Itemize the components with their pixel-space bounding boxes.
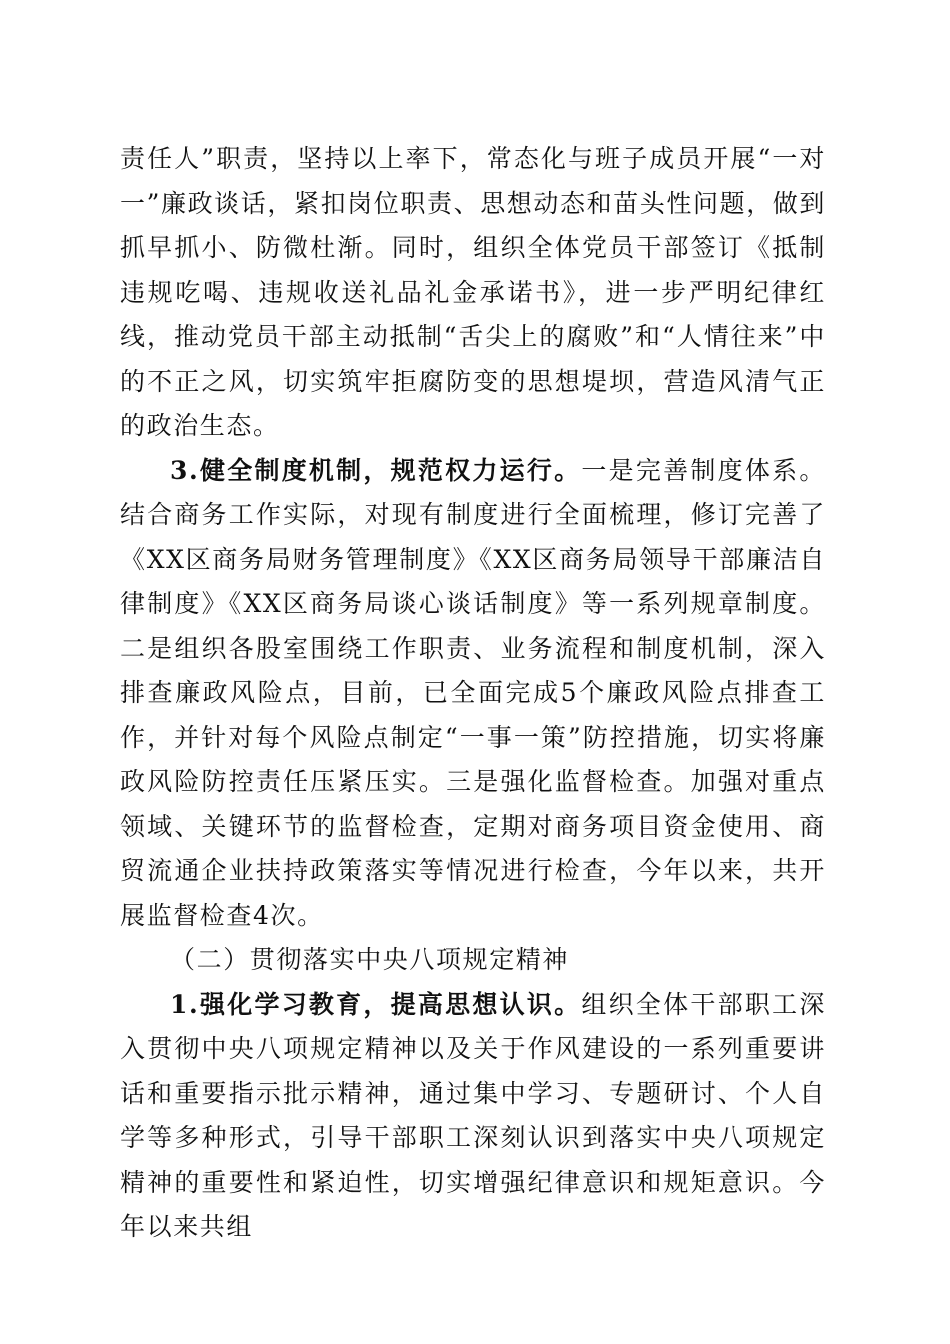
paragraph-2 bbox=[120, 449, 826, 939]
paragraph-3 bbox=[120, 983, 826, 1250]
paragraph-1: 责任人”职责，坚持以上率下，常态化与班子成员开展“一对一”廉政谈话，紧扣岗位职责、思想动态和苗头性问题，做到抓早抓小、防微杜渐。同时，组织全体党员干部签订《抵制违规吃喝、违规收送礼品礼金承诺书》，进一步严明纪律红线，推动党员干部主动抵制“舌尖上的腐败”和“人情往来”中的不正之风，切实筑牢拒腐防变的思想堤坝，营造风清气正的政治生态。 bbox=[120, 144, 826, 440]
paragraph-3-heading: 1.强化学习教育，提高思想认识。 bbox=[170, 989, 582, 1019]
section-heading: （二）贯彻落实中央八项规定精神 bbox=[170, 945, 570, 974]
paragraph-2-body: 一是完善制度体系。结合商务工作实际，对现有制度进行全面梳理，修订完善了《XX区商务局财务管理制度》《XX区商务局领导干部廉洁自律制度》《XX区商务局谈心谈话制度》等一系列规章制度。二是组织各股室围绕工作职责、业务流程和制度机制，深入排查廉政风险点，目前，已全面完成5个廉政风险点排查工作，并针对每个风险点制定“一事一策”防控措施，切实将廉政风险防控责任压紧压实。三是强化监督检查。加强对重点领域、关键环节的监督检查，定期对商务项目资金使用、商贸流通企业扶持政策落实等情况进行检查，今年以来，共开展监督检查4次。 bbox=[120, 455, 827, 930]
document-body bbox=[120, 137, 826, 1250]
paragraph-2-heading: 3.健全制度机制，规范权力运行。 bbox=[170, 455, 582, 485]
paragraph-3-body: 组织全体干部职工深入贯彻中央八项规定精神以及关于作风建设的一系列重要讲话和重要指示批示精神，通过集中学习、专题研讨、个人自学等多种形式，引导干部职工深刻认识到落实中央八项规定精神的重要性和紧迫性，切实增强纪律意识和规矩意识。今年以来共组 bbox=[120, 989, 827, 1241]
